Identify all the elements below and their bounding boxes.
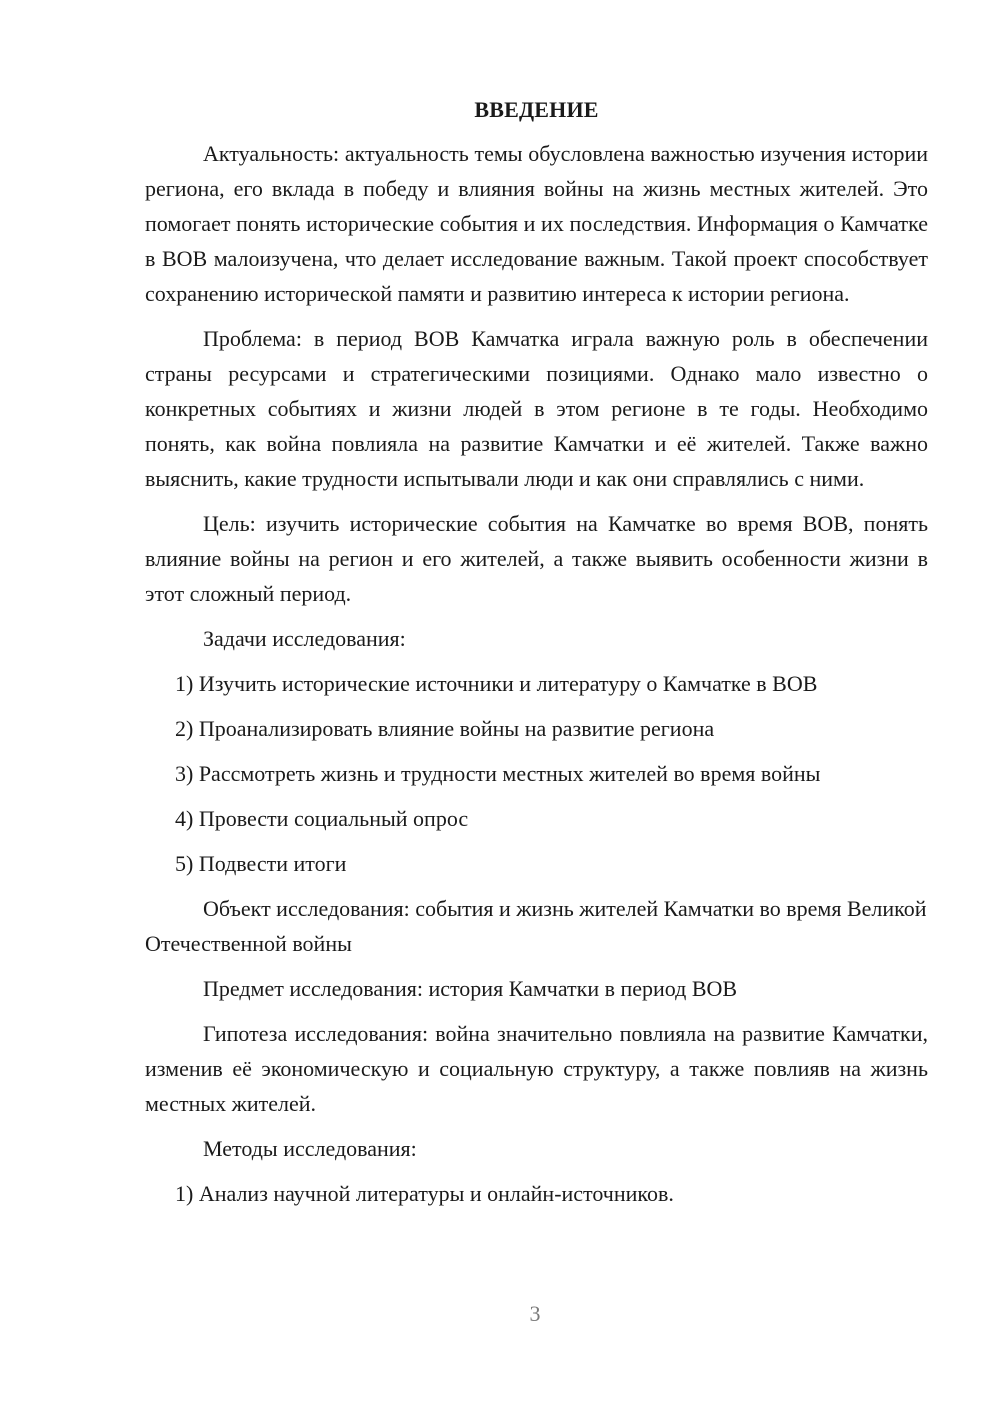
page-number: 3 [529,1301,541,1326]
page-title: ВВЕДЕНИЕ [474,97,599,122]
paragraph-hypothesis: Гипотеза исследования: война значительно повлияла на развитие Камчатки, изменив её экономическую и социальную структуру, а также повлияв на жизнь местных жителей. [145,1021,928,1116]
paragraph-goal: Цель: изучить исторические события на Камчатке во время ВОВ, понять влияние войны на регион и его жителей, а также выявить особенности жизни в этот сложный период. [145,511,928,606]
task-item: 3) Рассмотреть жизнь и трудности местных жителей во время войны [175,761,821,786]
methods-heading: Методы исследования: [203,1136,417,1161]
methods-list [145,1176,928,1211]
task-item: 4) Провести социальный опрос [175,806,469,831]
method-item: 1) Анализ научной литературы и онлайн-источников. [175,1181,674,1206]
tasks-heading: Задачи исследования: [203,626,406,651]
tasks-list [145,666,928,881]
paragraph-object: Объект исследования: события и жизнь жителей Камчатки во время Великой Отечественной войны [145,896,927,956]
task-item: 5) Подвести итоги [175,851,347,876]
paragraph-subject: Предмет исследования: история Камчатки в период ВОВ [203,976,738,1001]
document-page [145,94,928,1221]
paragraph-relevance: Актуальность: актуальность темы обусловлена важностью изучения истории региона, его вклада в победу и влияния войны на жизнь местных жителей. Это помогает понять исторические события и их последствия. Информация о Камчатке в ВОВ малоизучена, что делает исследование важным. Такой проект способствует сохранению исторической памяти и развитию интереса к истории региона. [145,141,928,306]
paragraph-problem: Проблема: в период ВОВ Камчатка играла важную роль в обеспечении страны ресурсами и стратегическими позициями. Однако мало известно о конкретных событиях и жизни людей в этом регионе в те годы. Необходимо понять, как война повлияла на развитие Камчатки и её жителей. Также важно выяснить, какие трудности испытывали люди и как они справлялись с ними. [145,326,928,491]
task-item: 2) Проанализировать влияние войны на развитие региона [175,716,715,741]
task-item: 1) Изучить исторические источники и литературу о Камчатке в ВОВ [175,671,818,696]
